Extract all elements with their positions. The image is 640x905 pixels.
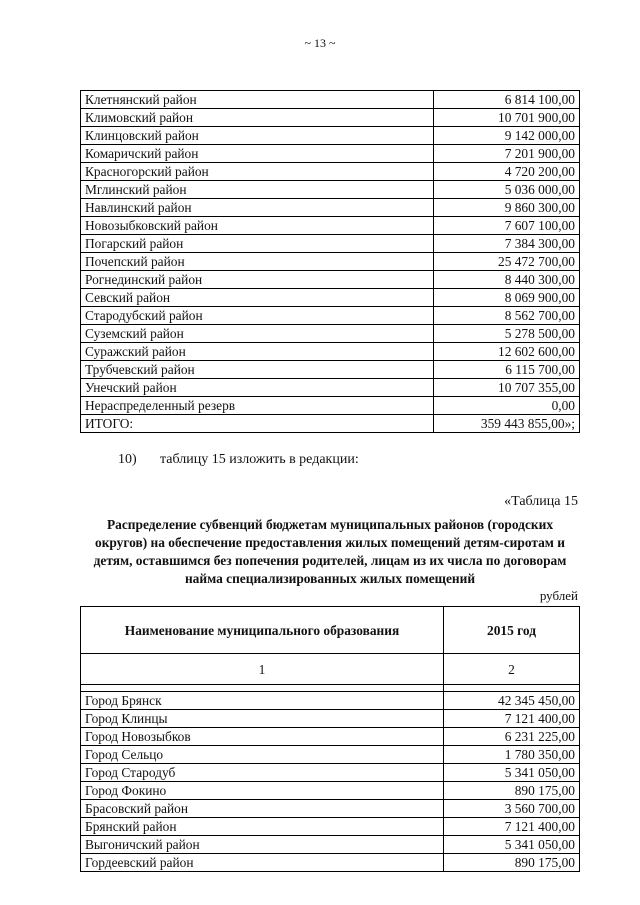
row-value: 7 121 400,00 [444,710,580,728]
row-value: 8 562 700,00 [434,307,580,325]
table-row [81,343,580,361]
table-row [81,854,580,872]
row-name: Город Сельцо [81,746,444,764]
table-row [81,379,580,397]
row-name: Климовский район [81,109,434,127]
row-value: 6 814 100,00 [434,91,580,109]
row-value: 8 069 900,00 [434,289,580,307]
table-title: Распределение субвенций бюджетам муниципальных районов (городских округов) на обеспечение предоставления жилых помещений детям-сиротам и детям, оставшимся без попечения родителей, лицам из их числа по договорам найма специализированных жилых помещений [93,517,567,586]
row-value: 7 201 900,00 [434,145,580,163]
amendment-item [118,452,359,468]
table-row [81,307,580,325]
table-row [81,325,580,343]
row-name: Клетнянский район [81,91,434,109]
table-row [81,361,580,379]
table-row [81,782,580,800]
row-name: Стародубский район [81,307,434,325]
row-value: 10 701 900,00 [434,109,580,127]
table-row [81,271,580,289]
units-label: рублей [539,588,578,603]
row-value: 3 560 700,00 [444,800,580,818]
row-name: Навлинский район [81,199,434,217]
row-name: Рогнединский район [81,271,434,289]
row-name: Брянский район [81,818,444,836]
row-name: Город Новозыбков [81,728,444,746]
row-value: 1 780 350,00 [444,746,580,764]
row-name: Город Брянск [81,692,444,710]
item-number: 10) [118,452,137,467]
table-caption: «Таблица 15 [504,494,578,509]
table-row [81,692,580,710]
row-name: Город Стародуб [81,764,444,782]
row-value: 8 440 300,00 [434,271,580,289]
row-name: Почепский район [81,253,434,271]
row-value: 7 607 100,00 [434,217,580,235]
row-name: Красногорский район [81,163,434,181]
table-row [81,397,580,415]
row-value: 4 720 200,00 [434,163,580,181]
table-row [81,91,580,109]
row-name: Выгоничский район [81,836,444,854]
row-name: Нераспределенный резерв [81,397,434,415]
row-value: 0,00 [434,397,580,415]
row-value: 5 036 000,00 [434,181,580,199]
table-row [81,836,580,854]
row-value: 5 278 500,00 [434,325,580,343]
row-value: 6 115 700,00 [434,361,580,379]
row-value: 5 341 050,00 [444,764,580,782]
row-value: 9 142 000,00 [434,127,580,145]
table-row [81,710,580,728]
table-row [81,181,580,199]
table-row [81,728,580,746]
table-row [81,145,580,163]
row-name: Новозыбковский район [81,217,434,235]
table-row [81,235,580,253]
table-row [81,199,580,217]
table-row [81,253,580,271]
row-value: 890 175,00 [444,854,580,872]
row-value: 42 345 450,00 [444,692,580,710]
header-municipality: Наименование муниципального образования [81,607,444,654]
row-value: 7 121 400,00 [444,818,580,836]
table-row [81,127,580,145]
item-text: таблицу 15 изложить в редакции: [160,452,359,467]
table-row [81,800,580,818]
row-value: 7 384 300,00 [434,235,580,253]
table-row [81,289,580,307]
row-name: Город Клинцы [81,710,444,728]
table-row [81,217,580,235]
header-year: 2015 год [444,607,580,654]
row-name: Трубчевский район [81,361,434,379]
row-value: 6 231 225,00 [444,728,580,746]
page-number: ~ 13 ~ [304,36,336,50]
table-row [81,764,580,782]
previous-table [80,90,580,433]
row-name: Гордеевский район [81,854,444,872]
row-name: Мглинский район [81,181,434,199]
row-name: ИТОГО: [81,415,434,433]
column-numbers-row [81,654,580,685]
row-value: 5 341 050,00 [444,836,580,854]
row-value: 890 175,00 [444,782,580,800]
row-name: Суземский район [81,325,434,343]
table-row [81,109,580,127]
row-name: Унечский район [81,379,434,397]
row-name: Брасовский район [81,800,444,818]
table-row [81,415,580,433]
row-value: 25 472 700,00 [434,253,580,271]
table-row [81,746,580,764]
row-value: 10 707 355,00 [434,379,580,397]
table-row [81,818,580,836]
row-value: 359 443 855,00»; [434,415,580,433]
row-name: Комаричский район [81,145,434,163]
row-name: Погарский район [81,235,434,253]
row-name: Город Фокино [81,782,444,800]
table-row [81,163,580,181]
column-number-2: 2 [444,654,580,685]
row-value: 9 860 300,00 [434,199,580,217]
column-number-1: 1 [81,654,444,685]
row-name: Севский район [81,289,434,307]
row-name: Клинцовский район [81,127,434,145]
row-name: Суражский район [81,343,434,361]
subvention-table [80,606,580,872]
spacer-row [81,685,580,692]
row-value: 12 602 600,00 [434,343,580,361]
